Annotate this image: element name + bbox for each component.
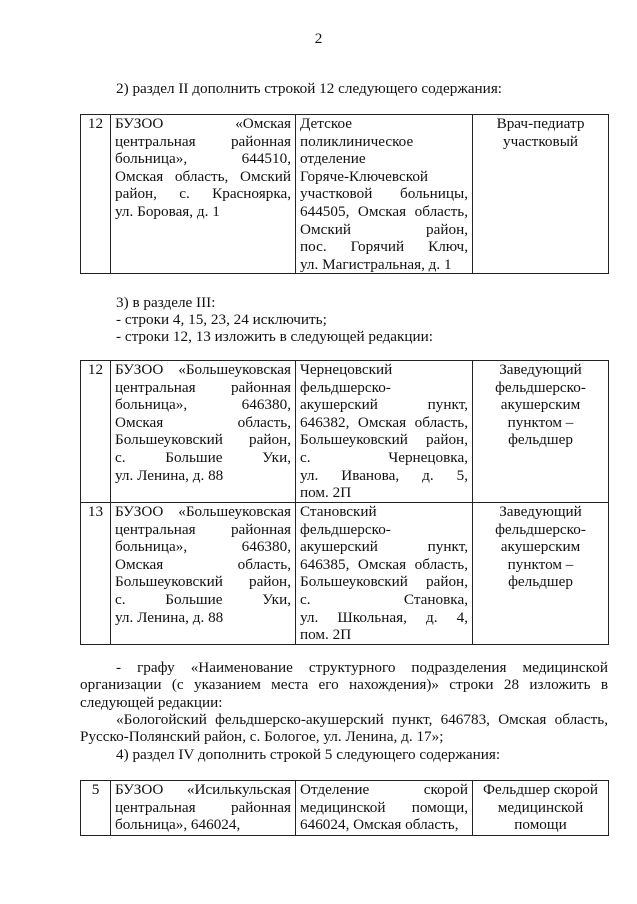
table-row [81, 115, 609, 274]
organization-cell-line: БУЗОО «Большеуковская [115, 361, 291, 378]
item3-line-1: - строки 4, 15, 23, 24 исключить; [116, 311, 327, 328]
position-cell-line: Заведующий [499, 361, 582, 378]
position-cell-line: Врач-педиатр [496, 115, 585, 132]
organization-cell-line: больница», 644510, [115, 150, 291, 168]
item2-heading: 2) раздел II дополнить строкой 12 следующего содержания: [116, 80, 503, 97]
organization-cell-line: БУЗОО «Большеуковская [115, 503, 291, 520]
position-cell [473, 503, 609, 645]
structural-unit-cell-line: 644505, Омская область, [300, 202, 468, 220]
position-cell [473, 115, 609, 274]
position-cell-line: акушерским [500, 396, 581, 414]
structural-unit-cell-line: пом. 2П [300, 626, 352, 644]
structural-unit-cell-line: с. Чернецовка, [300, 448, 468, 466]
position-cell-line: медицинской [497, 798, 584, 816]
structural-unit-cell-line: фельдшерско- [300, 378, 391, 396]
quote-line-1: «Бологойский фельдшерско-акушерский пункт, 646783, Омская область, [116, 711, 608, 728]
structural-unit-cell [296, 503, 473, 645]
organization-cell-line: больница», 646380, [115, 538, 291, 556]
organization-cell [111, 503, 296, 645]
structural-unit-cell-line: Чернецовский [300, 361, 393, 378]
position-cell-line: фельдшер [508, 431, 573, 449]
table-section-2 [80, 114, 609, 274]
organization-cell-line: центральная районная [115, 520, 291, 538]
structural-unit-cell-line: 646382, Омская область, [300, 413, 468, 431]
organization-cell-line: центральная районная [115, 378, 291, 396]
structural-unit-cell-line: поликлиническое [300, 132, 414, 150]
position-cell-line: фельдшер [508, 573, 573, 591]
organization-cell-line: район, с. Красноярка, [115, 185, 291, 203]
position-cell-line: акушерским [500, 538, 581, 556]
table-row [81, 361, 609, 503]
table-row [81, 503, 609, 645]
organization-cell-line: ул. Боровая, д. 1 [115, 202, 220, 220]
structural-unit-cell-line: пом. 2П [300, 484, 352, 502]
position-cell-line: помощи [514, 816, 567, 834]
organization-cell-line: центральная районная [115, 798, 291, 816]
structural-unit-cell-line: Становский [300, 503, 377, 520]
graph-paragraph-line-3: следующей редакции: [80, 694, 223, 711]
structural-unit-cell-line: медицинской помощи, [300, 798, 468, 816]
organization-cell-line: с. Большие Уки, [115, 448, 291, 466]
position-cell-line: пунктом – [507, 413, 574, 431]
organization-cell [111, 781, 296, 836]
structural-unit-cell-line: Омский район, [300, 220, 468, 238]
organization-cell-line: Омская область, [115, 413, 291, 431]
table-row [81, 781, 609, 836]
structural-unit-cell-line: акушерский пункт, [300, 538, 468, 556]
position-cell-line: Фельдшер скорой [482, 781, 599, 798]
table-section-4 [80, 780, 609, 836]
organization-cell-line: Большеуковский район, [115, 431, 291, 449]
structural-unit-cell [296, 781, 473, 836]
structural-unit-cell [296, 115, 473, 274]
structural-unit-cell-line: с. Становка, [300, 590, 468, 608]
structural-unit-cell-line: Детское [300, 115, 352, 132]
structural-unit-cell-line: Горяче-Ключевской [300, 167, 429, 185]
structural-unit-cell [296, 361, 473, 503]
position-cell [473, 361, 609, 503]
organization-cell-line: центральная районная [115, 132, 291, 150]
structural-unit-cell-line: отделение [300, 150, 366, 168]
structural-unit-cell-line: 646385, Омская область, [300, 555, 468, 573]
position-cell-line: Заведующий [499, 503, 582, 520]
organization-cell [111, 115, 296, 274]
item3-heading: 3) в разделе III: [116, 294, 216, 311]
position-cell-line: пунктом – [507, 555, 574, 573]
position-cell [473, 781, 609, 836]
item3-line-2: - строки 12, 13 изложить в следующей редакции: [116, 328, 434, 345]
structural-unit-cell-line: ул. Иванова, д. 5, [300, 466, 468, 484]
structural-unit-cell-line: фельдшерско- [300, 520, 391, 538]
position-cell-line: участковый [502, 132, 579, 150]
organization-cell [111, 361, 296, 503]
organization-cell-line: Большеуковский район, [115, 573, 291, 591]
row-number: 13 [81, 503, 111, 645]
structural-unit-cell-line: Большеуковский район, [300, 573, 468, 591]
position-cell-line: фельдшерско- [495, 520, 586, 538]
row-number: 12 [81, 361, 111, 503]
position-cell-line: фельдшерско- [495, 378, 586, 396]
organization-cell-line: ул. Ленина, д. 88 [115, 608, 224, 626]
organization-cell-line: БУЗОО «Исилькульская [115, 781, 291, 798]
row-number: 5 [81, 781, 111, 836]
structural-unit-cell-line: ул. Школьная, д. 4, [300, 608, 468, 626]
item4-heading: 4) раздел IV дополнить строкой 5 следующего содержания: [116, 746, 501, 763]
organization-cell-line: больница», 646380, [115, 396, 291, 414]
quote-line-2: Русско-Полянский район, с. Бологое, ул. Ленина, д. 17»; [80, 728, 444, 745]
graph-paragraph-line-2: организации (с указанием места его нахождения)» строки 28 изложить в [80, 676, 608, 693]
structural-unit-cell-line: акушерский пункт, [300, 396, 468, 414]
organization-cell-line: Омская область, Омский [115, 167, 291, 185]
structural-unit-cell-line: Отделение скорой [300, 781, 468, 798]
row-number: 12 [81, 115, 111, 274]
page-number: 2 [314, 30, 323, 47]
graph-paragraph-line-1: - графу «Наименование структурного подразделения медицинской [116, 659, 608, 676]
structural-unit-cell-line: Большеуковский район, [300, 431, 468, 449]
structural-unit-cell-line: пос. Горячий Ключ, [300, 238, 468, 256]
organization-cell-line: с. Большие Уки, [115, 590, 291, 608]
organization-cell-line: Омская область, [115, 555, 291, 573]
structural-unit-cell-line: 646024, Омская область, [300, 816, 459, 834]
structural-unit-cell-line: ул. Магистральная, д. 1 [300, 255, 452, 273]
organization-cell-line: БУЗОО «Омская [115, 115, 291, 132]
organization-cell-line: ул. Ленина, д. 88 [115, 466, 224, 484]
organization-cell-line: больница», 646024, [115, 816, 241, 834]
table-section-3 [80, 360, 609, 645]
structural-unit-cell-line: участковой больницы, [300, 185, 468, 203]
